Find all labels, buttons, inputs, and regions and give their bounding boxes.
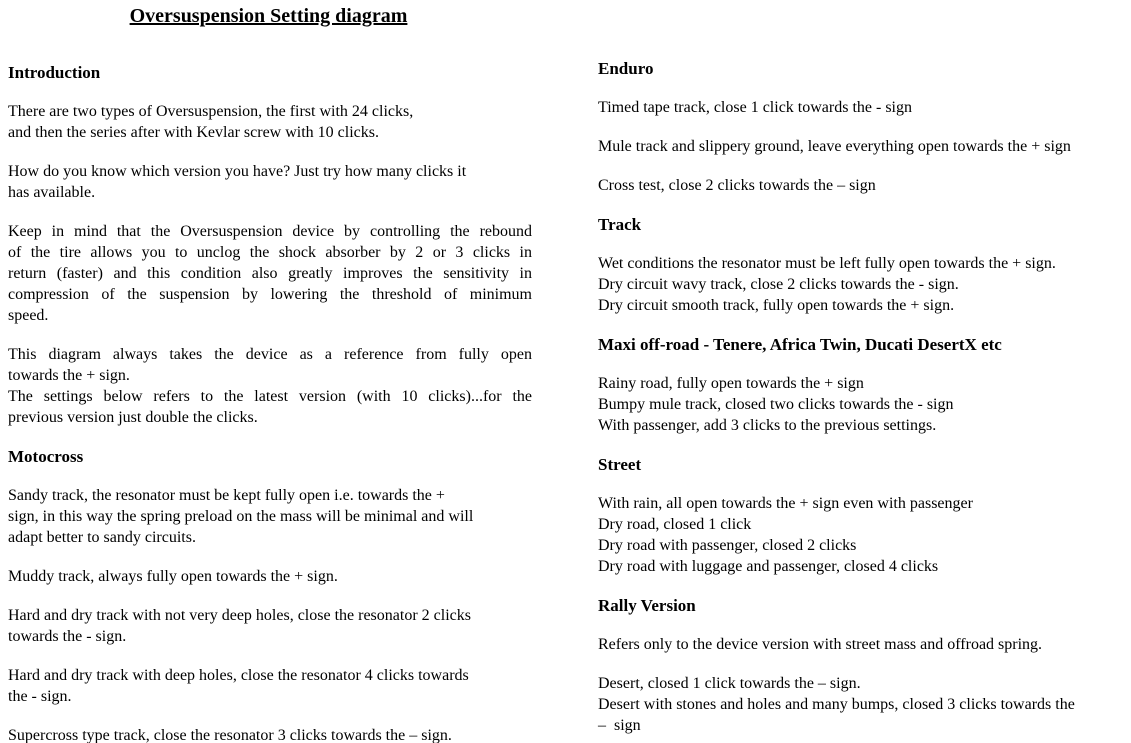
text-line: Hard and dry track with deep holes, close the resonator 4 clicks towards xyxy=(8,667,469,684)
text-line: There are two types of Oversuspension, the first with 24 clicks, xyxy=(8,103,414,120)
text-line: towards the - sign. xyxy=(8,628,127,645)
text-line: Wet conditions the resonator must be left fully open towards the + sign. xyxy=(598,255,1056,272)
section-heading: Motocross xyxy=(8,447,84,466)
text-line: – sign xyxy=(598,717,641,734)
paragraph xyxy=(598,493,1122,577)
section-heading: Rally Version xyxy=(598,596,696,615)
paragraph xyxy=(8,665,532,707)
text-line: compression of the suspension by lowering the threshold of minimum xyxy=(8,286,532,303)
right-column xyxy=(598,58,1122,743)
text-line: Mule track and slippery ground, leave everything open towards the + sign xyxy=(598,138,1071,155)
text-line: Hard and dry track with not very deep holes, close the resonator 2 clicks xyxy=(8,607,471,624)
text-line: towards the + sign. xyxy=(8,367,130,384)
paragraph xyxy=(8,605,532,647)
text-line: return (faster) and this condition also greatly improves the sensitivity in xyxy=(8,265,532,282)
page-title: Oversuspension Setting diagram xyxy=(129,5,408,27)
text-line: Keep in mind that the Oversuspension device by controlling the rebound xyxy=(8,223,532,240)
text-line: Supercross type track, close the resonator 3 clicks towards the – sign. xyxy=(8,727,452,743)
section-heading: Street xyxy=(598,455,642,474)
paragraph xyxy=(8,725,532,743)
paragraph xyxy=(598,175,1122,196)
paragraph xyxy=(8,386,532,428)
text-line: of the tire allows you to unclog the shock absorber by 2 or 3 clicks in xyxy=(8,244,532,261)
text-line: Dry road with luggage and passenger, closed 4 clicks xyxy=(598,558,939,575)
paragraph xyxy=(8,221,532,326)
section-heading: Track xyxy=(598,215,642,234)
text-line: previous version just double the clicks. xyxy=(8,409,258,426)
text-line: adapt better to sandy circuits. xyxy=(8,529,196,546)
paragraph xyxy=(598,97,1122,118)
text-line: Desert with stones and holes and many bumps, closed 3 clicks towards the xyxy=(598,696,1075,713)
paragraph xyxy=(8,101,532,143)
paragraph xyxy=(598,673,1122,736)
text-line: and then the series after with Kevlar screw with 10 clicks. xyxy=(8,124,379,141)
text-line: Desert, closed 1 click towards the – sign. xyxy=(598,675,861,692)
text-line: Dry circuit smooth track, fully open towards the + sign. xyxy=(598,297,955,314)
text-line: With passenger, add 3 clicks to the previous settings. xyxy=(598,417,937,434)
text-line: Refers only to the device version with street mass and offroad spring. xyxy=(598,636,1043,653)
paragraph xyxy=(598,253,1122,316)
paragraph xyxy=(598,634,1122,655)
section-heading: Enduro xyxy=(598,59,654,78)
text-line: Sandy track, the resonator must be kept fully open i.e. towards the + xyxy=(8,487,445,504)
text-line: Timed tape track, close 1 click towards the - sign xyxy=(598,99,912,116)
text-line: The settings below refers to the latest version (with 10 clicks)...for the xyxy=(8,388,532,405)
text-line: has available. xyxy=(8,184,96,201)
text-line: Rainy road, fully open towards the + sign xyxy=(598,375,864,392)
text-line: sign, in this way the spring preload on the mass will be minimal and will xyxy=(8,508,474,525)
paragraph xyxy=(8,344,532,386)
paragraph xyxy=(598,136,1122,157)
text-line: How do you know which version you have? Just try how many clicks it xyxy=(8,163,467,180)
text-line: This diagram always takes the device as a reference from fully open xyxy=(8,346,532,363)
text-line: Dry road with passenger, closed 2 clicks xyxy=(598,537,857,554)
paragraph xyxy=(8,485,532,548)
section-heading: Introduction xyxy=(8,63,101,82)
paragraph xyxy=(8,161,532,203)
text-line: Cross test, close 2 clicks towards the – sign xyxy=(598,177,876,194)
text-line: With rain, all open towards the + sign even with passenger xyxy=(598,495,973,512)
left-column xyxy=(8,62,532,743)
text-line: the - sign. xyxy=(8,688,72,705)
text-line: Dry circuit wavy track, close 2 clicks towards the - sign. xyxy=(598,276,959,293)
text-line: Dry road, closed 1 click xyxy=(598,516,752,533)
text-line: speed. xyxy=(8,307,49,324)
paragraph xyxy=(8,566,532,587)
paragraph xyxy=(598,373,1122,436)
text-line: Muddy track, always fully open towards the + sign. xyxy=(8,568,338,585)
section-heading: Maxi off-road - Tenere, Africa Twin, Ducati DesertX etc xyxy=(598,335,1002,354)
text-line: Bumpy mule track, closed two clicks towards the - sign xyxy=(598,396,954,413)
